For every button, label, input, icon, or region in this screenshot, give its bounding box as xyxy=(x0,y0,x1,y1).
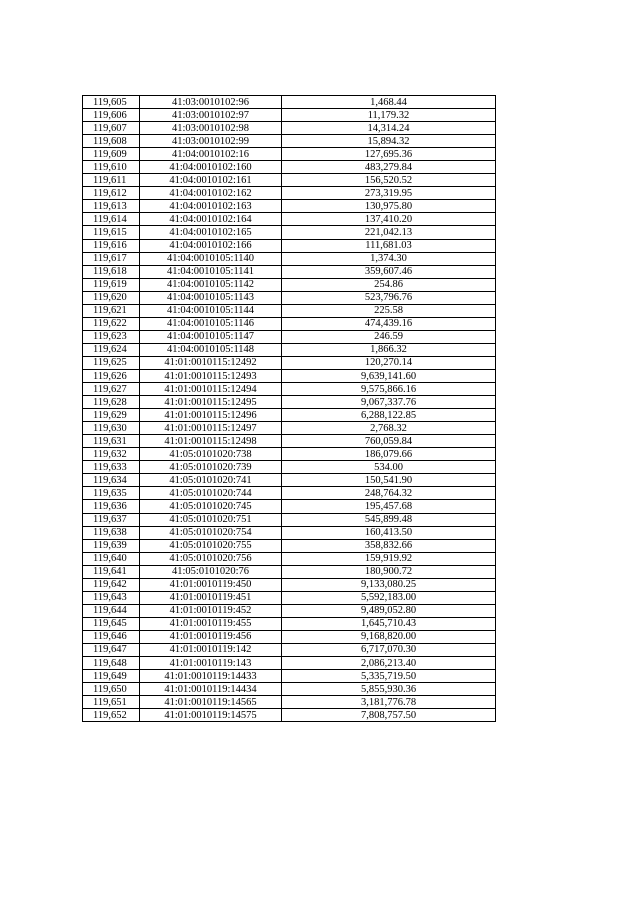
cadastral-number-cell: 41:03:0010102:96 xyxy=(140,96,282,109)
value-cell: 186,079.66 xyxy=(282,448,496,461)
cadastral-number-cell: 41:01:0010115:12495 xyxy=(140,396,282,409)
table-row xyxy=(83,683,496,696)
value-cell: 127,695.36 xyxy=(282,148,496,161)
table-row xyxy=(83,487,496,500)
row-number-cell: 119,607 xyxy=(83,122,140,135)
table-row xyxy=(83,435,496,448)
row-number-cell: 119,649 xyxy=(83,670,140,683)
row-number-cell: 119,614 xyxy=(83,213,140,226)
cadastral-number-cell: 41:01:0010119:14565 xyxy=(140,696,282,709)
cadastral-number-cell: 41:04:0010105:1146 xyxy=(140,317,282,330)
row-number-cell: 119,647 xyxy=(83,643,140,656)
row-number-cell: 119,620 xyxy=(83,291,140,304)
cadastral-number-cell: 41:05:0101020:755 xyxy=(140,539,282,552)
table-row xyxy=(83,643,496,656)
cadastral-number-cell: 41:05:0101020:756 xyxy=(140,552,282,565)
table-row xyxy=(83,617,496,630)
value-cell: 9,639,141.60 xyxy=(282,369,496,382)
table-row xyxy=(83,422,496,435)
table-row xyxy=(83,513,496,526)
cadastral-number-cell: 41:01:0010119:14434 xyxy=(140,683,282,696)
row-number-cell: 119,646 xyxy=(83,630,140,643)
table-row xyxy=(83,670,496,683)
row-number-cell: 119,622 xyxy=(83,317,140,330)
cadastral-number-cell: 41:01:0010115:12497 xyxy=(140,422,282,435)
row-number-cell: 119,612 xyxy=(83,187,140,200)
cadastral-number-cell: 41:04:0010102:16 xyxy=(140,148,282,161)
cadastral-number-cell: 41:01:0010119:14575 xyxy=(140,709,282,722)
table-body xyxy=(83,96,496,722)
table-row xyxy=(83,356,496,369)
table-row xyxy=(83,317,496,330)
value-cell: 9,067,337.76 xyxy=(282,396,496,409)
row-number-cell: 119,632 xyxy=(83,448,140,461)
table-row xyxy=(83,696,496,709)
row-number-cell: 119,641 xyxy=(83,565,140,578)
value-cell: 195,457.68 xyxy=(282,500,496,513)
row-number-cell: 119,605 xyxy=(83,96,140,109)
value-cell: 1,468.44 xyxy=(282,96,496,109)
table-row xyxy=(83,265,496,278)
value-cell: 137,410.20 xyxy=(282,213,496,226)
cadastral-value-table xyxy=(82,95,496,722)
table-row xyxy=(83,109,496,122)
value-cell: 225.58 xyxy=(282,304,496,317)
table-row xyxy=(83,657,496,670)
row-number-cell: 119,626 xyxy=(83,369,140,382)
row-number-cell: 119,645 xyxy=(83,617,140,630)
value-cell: 130,975.80 xyxy=(282,200,496,213)
value-cell: 9,168,820.00 xyxy=(282,630,496,643)
row-number-cell: 119,643 xyxy=(83,591,140,604)
table-row xyxy=(83,343,496,356)
value-cell: 9,489,052.80 xyxy=(282,604,496,617)
table-row xyxy=(83,148,496,161)
cadastral-number-cell: 41:04:0010105:1148 xyxy=(140,343,282,356)
value-cell: 534.00 xyxy=(282,461,496,474)
table-row xyxy=(83,565,496,578)
row-number-cell: 119,618 xyxy=(83,265,140,278)
value-cell: 221,042.13 xyxy=(282,226,496,239)
cadastral-number-cell: 41:01:0010119:142 xyxy=(140,643,282,656)
cadastral-number-cell: 41:03:0010102:98 xyxy=(140,122,282,135)
table-row xyxy=(83,409,496,422)
value-cell: 159,919.92 xyxy=(282,552,496,565)
value-cell: 180,900.72 xyxy=(282,565,496,578)
row-number-cell: 119,650 xyxy=(83,683,140,696)
value-cell: 7,808,757.50 xyxy=(282,709,496,722)
row-number-cell: 119,617 xyxy=(83,252,140,265)
value-cell: 254.86 xyxy=(282,278,496,291)
row-number-cell: 119,631 xyxy=(83,435,140,448)
value-cell: 760,059.84 xyxy=(282,435,496,448)
cadastral-number-cell: 41:05:0101020:76 xyxy=(140,565,282,578)
table-row xyxy=(83,474,496,487)
table-row xyxy=(83,96,496,109)
cadastral-number-cell: 41:05:0101020:745 xyxy=(140,500,282,513)
table-row xyxy=(83,161,496,174)
row-number-cell: 119,652 xyxy=(83,709,140,722)
value-cell: 111,681.03 xyxy=(282,239,496,252)
cadastral-number-cell: 41:01:0010119:143 xyxy=(140,657,282,670)
row-number-cell: 119,642 xyxy=(83,578,140,591)
cadastral-number-cell: 41:04:0010105:1142 xyxy=(140,278,282,291)
cadastral-number-cell: 41:01:0010119:452 xyxy=(140,604,282,617)
row-number-cell: 119,637 xyxy=(83,513,140,526)
row-number-cell: 119,613 xyxy=(83,200,140,213)
value-cell: 2,086,213.40 xyxy=(282,657,496,670)
table-row xyxy=(83,174,496,187)
cadastral-number-cell: 41:04:0010102:164 xyxy=(140,213,282,226)
cadastral-number-cell: 41:01:0010119:455 xyxy=(140,617,282,630)
cadastral-number-cell: 41:01:0010119:451 xyxy=(140,591,282,604)
value-cell: 359,607.46 xyxy=(282,265,496,278)
cadastral-number-cell: 41:03:0010102:97 xyxy=(140,109,282,122)
value-cell: 1,866.32 xyxy=(282,343,496,356)
cadastral-number-cell: 41:04:0010102:160 xyxy=(140,161,282,174)
value-cell: 483,279.84 xyxy=(282,161,496,174)
table-row xyxy=(83,539,496,552)
table-row xyxy=(83,213,496,226)
value-cell: 160,413.50 xyxy=(282,526,496,539)
table-row xyxy=(83,291,496,304)
cadastral-number-cell: 41:04:0010102:161 xyxy=(140,174,282,187)
row-number-cell: 119,634 xyxy=(83,474,140,487)
cadastral-number-cell: 41:04:0010105:1147 xyxy=(140,330,282,343)
cadastral-number-cell: 41:01:0010115:12496 xyxy=(140,409,282,422)
value-cell: 474,439.16 xyxy=(282,317,496,330)
value-cell: 2,768.32 xyxy=(282,422,496,435)
table-row xyxy=(83,252,496,265)
row-number-cell: 119,621 xyxy=(83,304,140,317)
cadastral-number-cell: 41:05:0101020:744 xyxy=(140,487,282,500)
table-row xyxy=(83,500,496,513)
table-row xyxy=(83,396,496,409)
value-cell: 246.59 xyxy=(282,330,496,343)
row-number-cell: 119,629 xyxy=(83,409,140,422)
row-number-cell: 119,623 xyxy=(83,330,140,343)
cadastral-number-cell: 41:04:0010102:163 xyxy=(140,200,282,213)
row-number-cell: 119,606 xyxy=(83,109,140,122)
row-number-cell: 119,627 xyxy=(83,383,140,396)
cadastral-number-cell: 41:04:0010102:162 xyxy=(140,187,282,200)
cadastral-number-cell: 41:04:0010105:1140 xyxy=(140,252,282,265)
cadastral-number-cell: 41:05:0101020:754 xyxy=(140,526,282,539)
row-number-cell: 119,633 xyxy=(83,461,140,474)
value-cell: 358,832.66 xyxy=(282,539,496,552)
table-row xyxy=(83,330,496,343)
table-row xyxy=(83,461,496,474)
row-number-cell: 119,608 xyxy=(83,135,140,148)
cadastral-number-cell: 41:01:0010115:12498 xyxy=(140,435,282,448)
table-row xyxy=(83,630,496,643)
table-row xyxy=(83,304,496,317)
cadastral-number-cell: 41:04:0010102:165 xyxy=(140,226,282,239)
table-row xyxy=(83,448,496,461)
table-row xyxy=(83,709,496,722)
value-cell: 150,541.90 xyxy=(282,474,496,487)
cadastral-number-cell: 41:01:0010115:12493 xyxy=(140,369,282,382)
value-cell: 9,133,080.25 xyxy=(282,578,496,591)
table-row xyxy=(83,122,496,135)
row-number-cell: 119,616 xyxy=(83,239,140,252)
table-row xyxy=(83,526,496,539)
value-cell: 11,179.32 xyxy=(282,109,496,122)
value-cell: 15,894.32 xyxy=(282,135,496,148)
row-number-cell: 119,628 xyxy=(83,396,140,409)
row-number-cell: 119,619 xyxy=(83,278,140,291)
table-row xyxy=(83,200,496,213)
value-cell: 3,181,776.78 xyxy=(282,696,496,709)
value-cell: 273,319.95 xyxy=(282,187,496,200)
cadastral-number-cell: 41:01:0010115:12492 xyxy=(140,356,282,369)
value-cell: 523,796.76 xyxy=(282,291,496,304)
table-row xyxy=(83,226,496,239)
value-cell: 5,592,183.00 xyxy=(282,591,496,604)
table-row xyxy=(83,591,496,604)
cadastral-number-cell: 41:03:0010102:99 xyxy=(140,135,282,148)
row-number-cell: 119,638 xyxy=(83,526,140,539)
table-row xyxy=(83,369,496,382)
row-number-cell: 119,644 xyxy=(83,604,140,617)
value-cell: 248,764.32 xyxy=(282,487,496,500)
table-row xyxy=(83,135,496,148)
cadastral-number-cell: 41:05:0101020:751 xyxy=(140,513,282,526)
row-number-cell: 119,625 xyxy=(83,356,140,369)
cadastral-number-cell: 41:01:0010115:12494 xyxy=(140,383,282,396)
row-number-cell: 119,611 xyxy=(83,174,140,187)
row-number-cell: 119,636 xyxy=(83,500,140,513)
row-number-cell: 119,639 xyxy=(83,539,140,552)
row-number-cell: 119,651 xyxy=(83,696,140,709)
table-row xyxy=(83,604,496,617)
value-cell: 156,520.52 xyxy=(282,174,496,187)
row-number-cell: 119,635 xyxy=(83,487,140,500)
table-row xyxy=(83,383,496,396)
cadastral-number-cell: 41:01:0010119:456 xyxy=(140,630,282,643)
table-row xyxy=(83,578,496,591)
row-number-cell: 119,640 xyxy=(83,552,140,565)
row-number-cell: 119,624 xyxy=(83,343,140,356)
value-cell: 6,288,122.85 xyxy=(282,409,496,422)
cadastral-number-cell: 41:04:0010105:1143 xyxy=(140,291,282,304)
cadastral-number-cell: 41:04:0010102:166 xyxy=(140,239,282,252)
row-number-cell: 119,630 xyxy=(83,422,140,435)
cadastral-number-cell: 41:05:0101020:741 xyxy=(140,474,282,487)
value-cell: 5,335,719.50 xyxy=(282,670,496,683)
row-number-cell: 119,615 xyxy=(83,226,140,239)
cadastral-number-cell: 41:04:0010105:1144 xyxy=(140,304,282,317)
value-cell: 9,575,866.16 xyxy=(282,383,496,396)
row-number-cell: 119,610 xyxy=(83,161,140,174)
value-cell: 5,855,930.36 xyxy=(282,683,496,696)
cadastral-number-cell: 41:01:0010119:14433 xyxy=(140,670,282,683)
value-cell: 6,717,070.30 xyxy=(282,643,496,656)
row-number-cell: 119,648 xyxy=(83,657,140,670)
table-row xyxy=(83,552,496,565)
value-cell: 120,270.14 xyxy=(282,356,496,369)
value-cell: 14,314.24 xyxy=(282,122,496,135)
row-number-cell: 119,609 xyxy=(83,148,140,161)
value-cell: 1,374.30 xyxy=(282,252,496,265)
cadastral-number-cell: 41:05:0101020:739 xyxy=(140,461,282,474)
value-cell: 1,645,710.43 xyxy=(282,617,496,630)
value-cell: 545,899.48 xyxy=(282,513,496,526)
cadastral-number-cell: 41:01:0010119:450 xyxy=(140,578,282,591)
table-row xyxy=(83,239,496,252)
cadastral-number-cell: 41:05:0101020:738 xyxy=(140,448,282,461)
table-row xyxy=(83,278,496,291)
cadastral-number-cell: 41:04:0010105:1141 xyxy=(140,265,282,278)
table-row xyxy=(83,187,496,200)
